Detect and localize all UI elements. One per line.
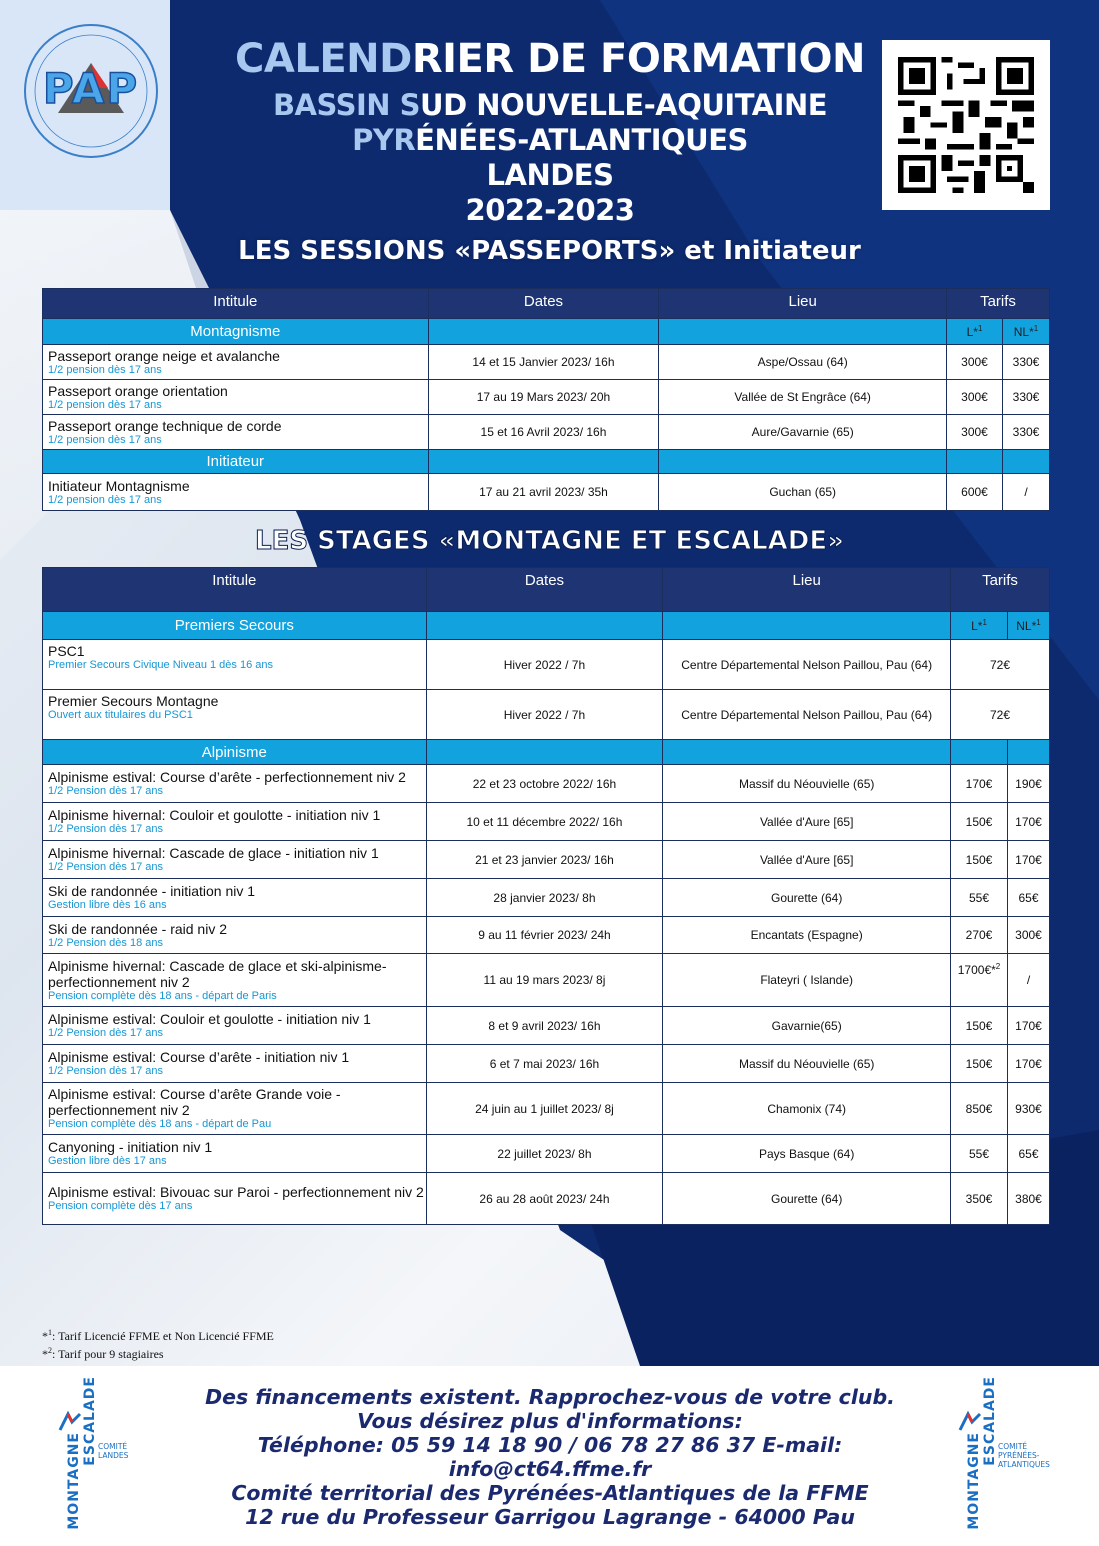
row-tarif-l: 170€ xyxy=(951,765,1008,803)
row-tarif-l: 1700€*$^2$ xyxy=(951,954,1008,1007)
row-intitule: Ski de randonnée - initiation niv 1 Gestion libre dès 16 ans xyxy=(43,879,427,917)
footer-line-financements: Des financements existent. Rapprochez-vous de votre club. xyxy=(205,1385,895,1409)
row-dates: 17 au 19 Mars 2023/ 20h xyxy=(428,380,659,415)
row-intitule: Premier Secours Montagne Ouvert aux titulaires du PSC1 xyxy=(43,690,427,740)
footer-line-adresse: 12 rue du Professeur Garrigou Lagrange - 64000 Pau xyxy=(245,1505,855,1529)
table-row xyxy=(43,954,1050,1007)
category-row xyxy=(43,612,1050,640)
row-tarif-l: 150€ xyxy=(951,841,1008,879)
row-dates: Hiver 2022 / 7h xyxy=(426,690,663,740)
tarif-l-label: L*$^1$ xyxy=(947,319,1003,345)
row-tarif-nl: 170€ xyxy=(1007,841,1049,879)
row-lieu: Flateyri ( Islande) xyxy=(663,954,951,1007)
section-title-stages: LES STAGES «MONTAGNE ET ESCALADE» xyxy=(255,526,844,556)
row-intitule: Alpinisme estival: Course d’arête Grande voie - perfectionnement niv 2 Pension complète dès 18 ans - départ de Pau xyxy=(43,1083,427,1135)
ffme-mark-icon xyxy=(958,1410,982,1434)
row-dates: 10 et 11 décembre 2022/ 16h xyxy=(426,803,663,841)
footnote-2: *$^2$: Tarif pour 9 stagiaires xyxy=(42,1345,164,1361)
row-intitule: Initiateur Montagnisme 1/2 pension dès 17 ans xyxy=(43,474,429,511)
row-tarif-nl: 170€ xyxy=(1007,803,1049,841)
subtitle-bassin xyxy=(230,88,870,122)
table-row xyxy=(43,690,1050,740)
table-row xyxy=(43,1045,1050,1083)
subtitle-pyrenees-light: PYR xyxy=(352,123,416,157)
header-dates: Dates xyxy=(428,289,659,319)
row-tarif-l: 55€ xyxy=(951,1135,1008,1173)
table-row xyxy=(43,1173,1050,1225)
row-lieu: Centre Départemental Nelson Paillou, Pau (64) xyxy=(663,690,951,740)
footer-contact xyxy=(170,1385,930,1529)
table-passeports xyxy=(42,288,1050,511)
row-tarif-l: 300€ xyxy=(947,380,1003,415)
footer-line-telephone[interactable]: Téléphone: 05 59 14 18 90 / 06 78 27 86 37 E-mail: info@ct64.ffme.fr xyxy=(257,1433,843,1481)
row-tarif-nl: 330€ xyxy=(1002,380,1049,415)
table-row xyxy=(43,1083,1050,1135)
row-tarif-l: 300€ xyxy=(947,415,1003,450)
header-tarifs: Tarifs xyxy=(951,568,1050,612)
row-lieu: Vallée d'Aure [65] xyxy=(663,803,951,841)
row-dates: 26 au 28 août 2023/ 24h xyxy=(426,1173,663,1225)
row-dates: 28 janvier 2023/ 8h xyxy=(426,879,663,917)
table-row xyxy=(43,1007,1050,1045)
table-row xyxy=(43,415,1050,450)
row-tarif-l: 150€ xyxy=(951,1045,1008,1083)
table-row xyxy=(43,474,1050,511)
row-dates: 8 et 9 avril 2023/ 16h xyxy=(426,1007,663,1045)
row-lieu: Chamonix (74) xyxy=(663,1083,951,1135)
row-dates: 9 au 11 février 2023/ 24h xyxy=(426,917,663,954)
subtitle-bassin-rest: UD NOUVELLE-AQUITAINE xyxy=(420,88,828,122)
row-tarif-l: 150€ xyxy=(951,1007,1008,1045)
row-tarif-nl: 170€ xyxy=(1007,1007,1049,1045)
table-row xyxy=(43,803,1050,841)
row-lieu: Vallée d'Aure [65] xyxy=(663,841,951,879)
row-tarif-nl: 330€ xyxy=(1002,415,1049,450)
row-lieu: Gourette (64) xyxy=(663,879,951,917)
category-initiateur: Initiateur xyxy=(43,450,429,474)
row-lieu: Guchan (65) xyxy=(659,474,947,511)
header-lieu: Lieu xyxy=(663,568,951,612)
header-tarifs: Tarifs xyxy=(947,289,1050,319)
row-tarif-l: 850€ xyxy=(951,1083,1008,1135)
table-row xyxy=(43,640,1050,690)
category-row xyxy=(43,740,1050,765)
table-stages xyxy=(42,567,1050,1225)
row-dates: 15 et 16 Avril 2023/ 16h xyxy=(428,415,659,450)
footer-line-informations: Vous désirez plus d'informations: xyxy=(357,1409,743,1433)
row-intitule: Ski de randonnée - raid niv 2 1/2 Pension dès 18 ans xyxy=(43,917,427,954)
row-tarif-nl: 930€ xyxy=(1007,1083,1049,1135)
row-lieu: Vallée de St Engrâce (64) xyxy=(659,380,947,415)
page-title xyxy=(230,36,870,82)
table-row xyxy=(43,1135,1050,1173)
category-premiers-secours: Premiers Secours xyxy=(43,612,427,640)
row-lieu: Encantats (Espagne) xyxy=(663,917,951,954)
row-dates: 21 et 23 janvier 2023/ 16h xyxy=(426,841,663,879)
table-row xyxy=(43,841,1050,879)
row-lieu: Pays Basque (64) xyxy=(663,1135,951,1173)
row-lieu: Gourette (64) xyxy=(663,1173,951,1225)
title-light: CALEND xyxy=(235,36,412,82)
row-lieu: Massif du Néouvielle (65) xyxy=(663,1045,951,1083)
row-intitule: Alpinisme hivernal: Cascade de glace et ski-alpinisme- perfectionnement niv 2 Pension complète dès 18 ans - départ de Paris xyxy=(43,954,427,1007)
row-dates: 22 juillet 2023/ 8h xyxy=(426,1135,663,1173)
footnotes xyxy=(42,1327,274,1363)
row-intitule: Alpinisme estival: Course d’arête - initiation niv 1 1/2 Pension dès 17 ans xyxy=(43,1045,427,1083)
header-intitule: Intitule xyxy=(43,289,429,319)
pap-logo xyxy=(18,18,164,164)
row-lieu: Aspe/Ossau (64) xyxy=(659,345,947,380)
row-dates: 22 et 23 octobre 2022/ 16h xyxy=(426,765,663,803)
row-dates: 24 juin au 1 juillet 2023/ 8j xyxy=(426,1083,663,1135)
row-intitule: Alpinisme estival: Bivouac sur Paroi - perfectionnement niv 2 Pension complète dès 17 ans xyxy=(43,1173,427,1225)
row-intitule: PSC1 Premier Secours Civique Niveau 1 dès 16 ans xyxy=(43,640,427,690)
row-tarif-l: 600€ xyxy=(947,474,1003,511)
row-dates: 17 au 21 avril 2023/ 35h xyxy=(428,474,659,511)
row-tarif-nl: 65€ xyxy=(1007,879,1049,917)
row-tarif-nl: 190€ xyxy=(1007,765,1049,803)
table-header-row xyxy=(43,289,1050,319)
table-row xyxy=(43,879,1050,917)
logo-comite-landes: MONTAGNE ESCALADE COMITÉ LANDES xyxy=(50,1372,140,1532)
category-montagnisme: Montagnisme xyxy=(43,319,429,345)
tarif-nl-label: NL*$^1$ xyxy=(1007,612,1049,640)
row-intitule: Alpinisme estival: Course d’arête - perfectionnement niv 2 1/2 Pension dès 17 ans xyxy=(43,765,427,803)
row-tarif-nl: 380€ xyxy=(1007,1173,1049,1225)
row-intitule: Passeport orange orientation 1/2 pension dès 17 ans xyxy=(43,380,429,415)
table-row xyxy=(43,345,1050,380)
subtitle-year: 2022-2023 xyxy=(465,193,635,227)
row-dates: 6 et 7 mai 2023/ 16h xyxy=(426,1045,663,1083)
row-tarif-l: 270€ xyxy=(951,917,1008,954)
qr-code[interactable] xyxy=(882,40,1050,210)
row-lieu: Massif du Néouvielle (65) xyxy=(663,765,951,803)
header-lieu: Lieu xyxy=(659,289,947,319)
row-intitule: Alpinisme hivernal: Cascade de glace - initiation niv 1 1/2 Pension dès 17 ans xyxy=(43,841,427,879)
footer-line-comite: Comité territorial des Pyrénées-Atlantiques de la FFME xyxy=(231,1481,869,1505)
subtitle-pyrenees xyxy=(230,123,870,157)
category-alpinisme: Alpinisme xyxy=(43,740,427,765)
tarif-l-label: L*$^1$ xyxy=(951,612,1008,640)
row-intitule: Passeport orange technique de corde 1/2 pension dès 17 ans xyxy=(43,415,429,450)
subtitle-bassin-light: BASSIN S xyxy=(272,88,421,122)
row-tarif-nl: 300€ xyxy=(1007,917,1049,954)
row-tarif-nl: / xyxy=(1002,474,1049,511)
row-intitule: Canyoning - initiation niv 1 Gestion libre dès 17 ans xyxy=(43,1135,427,1173)
row-lieu: Centre Départemental Nelson Paillou, Pau (64) xyxy=(663,640,951,690)
category-row xyxy=(43,319,1050,345)
subtitle-landes: LANDES xyxy=(486,158,614,192)
row-tarif: 72€ xyxy=(951,640,1050,690)
row-tarif-l: 55€ xyxy=(951,879,1008,917)
row-lieu: Gavarnie(65) xyxy=(663,1007,951,1045)
table-header-row xyxy=(43,568,1050,612)
row-tarif-l: 350€ xyxy=(951,1173,1008,1225)
ffme-mark-icon xyxy=(58,1410,82,1434)
row-tarif-l: 300€ xyxy=(947,345,1003,380)
table-row xyxy=(43,917,1050,954)
header-dates: Dates xyxy=(426,568,663,612)
footnote-1: *$^1$: Tarif Licencié FFME et Non Licencié FFME xyxy=(42,1328,274,1343)
row-tarif: 72€ xyxy=(951,690,1050,740)
category-row xyxy=(43,450,1050,474)
row-tarif-nl: 170€ xyxy=(1007,1045,1049,1083)
subtitle-pyrenees-rest: ÉNÉES-ATLANTIQUES xyxy=(415,123,748,157)
row-lieu: Aure/Gavarnie (65) xyxy=(659,415,947,450)
tarif-nl-label: NL*$^1$ xyxy=(1002,319,1049,345)
qr-code-icon xyxy=(898,56,1034,194)
section-title-passeports: LES SESSIONS «PASSEPORTS» et Initiateur xyxy=(238,236,861,266)
row-intitule: Passeport orange neige et avalanche 1/2 pension dès 17 ans xyxy=(43,345,429,380)
row-dates: 14 et 15 Janvier 2023/ 16h xyxy=(428,345,659,380)
row-tarif-nl: 65€ xyxy=(1007,1135,1049,1173)
row-dates: 11 au 19 mars 2023/ 8j xyxy=(426,954,663,1007)
pap-logo-letters: PAP xyxy=(42,64,140,113)
title-rest: RIER DE FORMATION xyxy=(411,36,865,82)
logo-comite-pyrenees-atlantiques: MONTAGNE ESCALADE COMITÉ PYRÉNÉES-ATLANTIQUES xyxy=(950,1372,1040,1532)
row-tarif-nl: / xyxy=(1007,954,1049,1007)
table-row xyxy=(43,765,1050,803)
row-tarif-l: 150€ xyxy=(951,803,1008,841)
header-intitule: Intitule xyxy=(43,568,427,612)
row-dates: Hiver 2022 / 7h xyxy=(426,640,663,690)
row-intitule: Alpinisme estival: Couloir et goulotte - initiation niv 1 1/2 Pension dès 17 ans xyxy=(43,1007,427,1045)
row-tarif-nl: 330€ xyxy=(1002,345,1049,380)
table-row xyxy=(43,380,1050,415)
row-intitule: Alpinisme hivernal: Couloir et goulotte - initiation niv 1 1/2 Pension dès 17 ans xyxy=(43,803,427,841)
